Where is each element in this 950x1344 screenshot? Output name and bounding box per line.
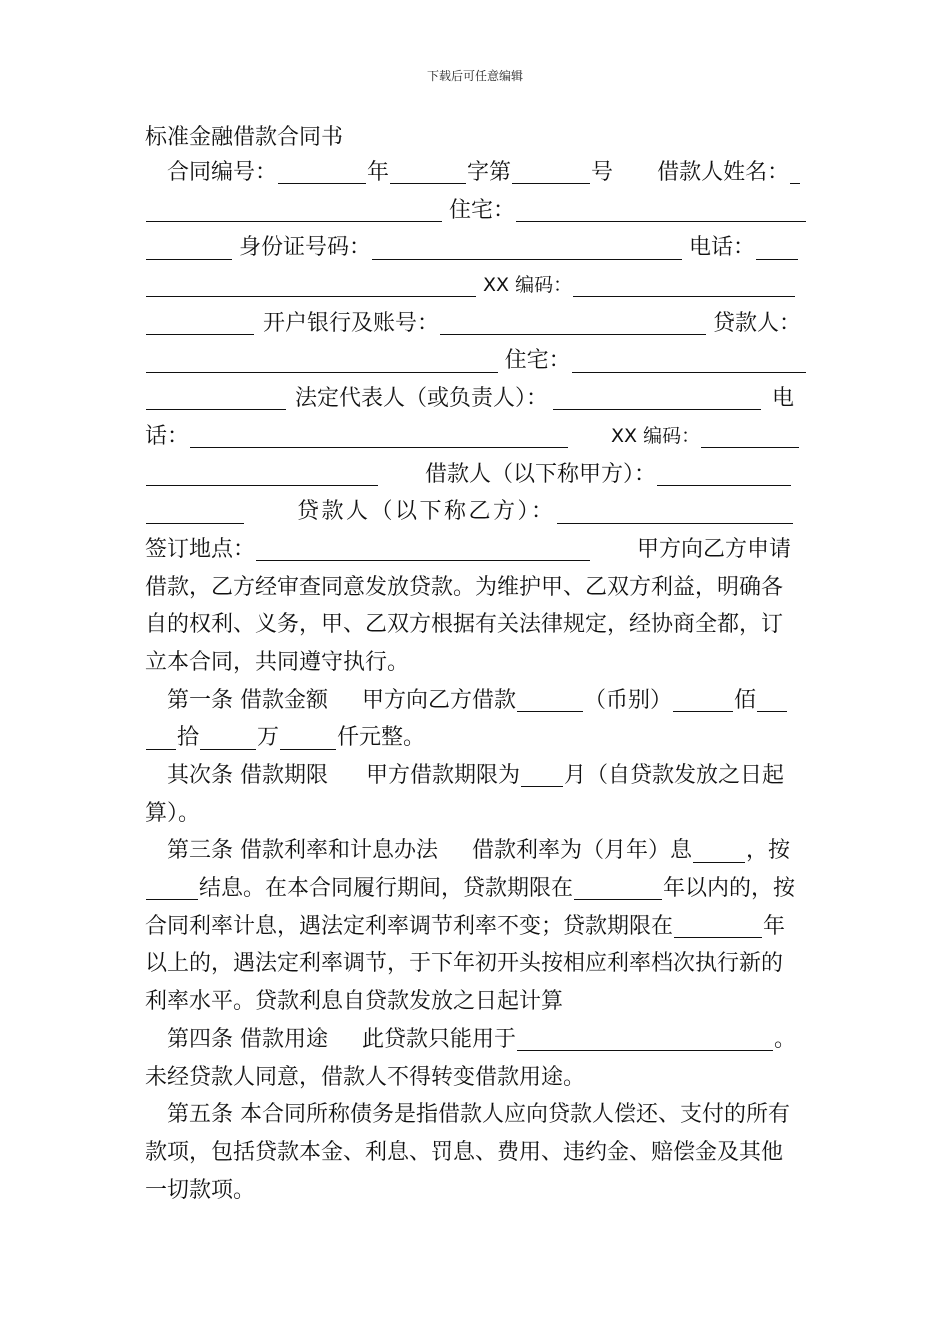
blank-rate[interactable] [693, 840, 745, 863]
article1-text-5: 万 [257, 725, 280, 751]
blank-phone2[interactable] [190, 425, 568, 448]
blank-tens[interactable] [200, 727, 256, 750]
line-article5-b [145, 1134, 807, 1172]
blank-postcode[interactable] [573, 274, 795, 297]
article5-text-3: 一切款项。 [145, 1177, 256, 1203]
line-article2-b [145, 795, 807, 833]
article5-text-1: 第五条 本合同所称债务是指借款人应向贷款人偿还、支付的所有 [167, 1102, 790, 1128]
line-intro-b [145, 569, 807, 607]
article2-heading: 其次条 借款期限 [167, 763, 328, 788]
document-title: 标准金融借款合同书 [145, 125, 344, 150]
blank-year[interactable] [390, 161, 466, 184]
blank-term[interactable] [521, 764, 563, 787]
text-intro-b: 借款，乙方经审查同意发放贷款。为维护甲、乙双方利益，明确各 [145, 574, 784, 600]
line-bank [145, 305, 807, 343]
line-article3-a [145, 832, 807, 870]
line-article1-a [145, 682, 807, 720]
blank-contract-no[interactable] [278, 161, 366, 184]
blank-bank-account[interactable] [440, 312, 706, 335]
line-article5-a [145, 1096, 807, 1134]
line-article3-d [145, 945, 807, 983]
blank-residence[interactable] [516, 199, 806, 222]
label-legal-rep: 法定代表人（或负责人）： [295, 386, 549, 412]
label-postcode: XX 编码： [483, 274, 573, 297]
article3-text-6: 年 [763, 913, 786, 939]
line-article4-a [145, 1021, 807, 1059]
line-article1-b [145, 719, 807, 757]
blank-ten-thousands[interactable] [280, 727, 336, 750]
label-residence: 住宅： [449, 197, 516, 223]
blank-borrower-name-b[interactable] [146, 199, 442, 222]
article3-text-2: ，按 [746, 838, 791, 864]
blank-postcode2-b[interactable] [146, 463, 378, 486]
line-legal-rep [145, 380, 807, 418]
line-article3-c [145, 908, 807, 946]
label-contract-no: 合同编号： [167, 160, 278, 185]
blank-phone-a[interactable] [756, 237, 798, 260]
line-postcode [145, 267, 807, 305]
contract-body [145, 154, 807, 1209]
article4-text-1: 此贷款只能用于 [362, 1026, 517, 1052]
text-intro-d: 立本合同，共同遵守执行。 [145, 649, 410, 675]
article2-text-3: 算）。 [145, 800, 201, 826]
blank-residence2-b[interactable] [146, 387, 286, 410]
label-sign-place: 签订地点： [145, 536, 256, 562]
label-party-b: 贷款人（以下称乙方）： [297, 499, 556, 525]
article1-text-3: 佰 [734, 687, 757, 713]
blank-amount[interactable] [517, 689, 583, 712]
blank-zi-di[interactable] [512, 161, 590, 184]
label-lender: 贷款人： [713, 310, 802, 336]
blank-postcode-b[interactable] [146, 312, 254, 335]
label-postcode2: XX 编码： [611, 424, 701, 447]
page-header-note: 下载后可任意编辑 [426, 69, 523, 83]
article3-text-1: 借款利率为（月年）息 [472, 838, 693, 864]
article3-heading: 第三条 借款利率和计息办法 [167, 838, 438, 864]
blank-sign-place[interactable] [256, 538, 590, 561]
blank-id-no[interactable] [372, 237, 682, 260]
blank-currency[interactable] [673, 689, 733, 712]
label-phone: 电话： [689, 235, 756, 261]
article5-text-2: 款项，包括贷款本金、利息、罚息、费用、违约金、赔偿金及其他 [145, 1139, 784, 1165]
line-party-a [145, 456, 807, 494]
line-article2-a [145, 757, 807, 795]
text-intro-a: 甲方向乙方申请 [637, 536, 792, 562]
blank-postcode2[interactable] [701, 425, 799, 448]
blank-settlement[interactable] [146, 877, 198, 900]
blank-residence-b[interactable] [146, 237, 232, 260]
blank-hundreds-a[interactable] [757, 689, 787, 712]
label-year: 年 [367, 160, 390, 185]
line-intro-d [145, 644, 807, 682]
line-article4-b [145, 1059, 807, 1097]
blank-years-a[interactable] [574, 877, 662, 900]
blank-purpose[interactable] [517, 1028, 773, 1051]
blank-hundreds-b[interactable] [146, 727, 176, 750]
blank-borrower-name-a[interactable] [790, 161, 800, 184]
article2-text-2: 月（自贷款发放之日起 [564, 763, 785, 788]
label-hao: 号 [591, 160, 614, 185]
line-article3-e [145, 983, 807, 1021]
line-sign-place [145, 531, 807, 569]
line-intro-c [145, 606, 807, 644]
article4-text-3: 未经贷款人同意，借款人不得转变借款用途。 [145, 1064, 586, 1090]
label-phone2-a: 电 [772, 386, 795, 412]
blank-party-a-b[interactable] [146, 501, 244, 524]
blank-years-b[interactable] [674, 915, 762, 938]
line-phone2 [145, 418, 807, 456]
line-party-b [145, 493, 807, 531]
line-contract-no [145, 154, 807, 192]
article3-text-5: 合同利率计息，遇法定利率调节利率不变；贷款期限在 [145, 913, 674, 939]
article1-text-6: 仟元整。 [337, 725, 426, 751]
label-id-no: 身份证号码： [239, 235, 372, 261]
line-id [145, 229, 807, 267]
article1-text-1: 甲方向乙方借款 [362, 687, 517, 713]
label-zi-di: 字第 [467, 160, 512, 185]
line-residence [145, 192, 807, 230]
article1-text-4: 拾 [177, 725, 200, 751]
article1-text-2: （币别） [584, 687, 673, 713]
blank-phone-b[interactable] [146, 274, 476, 297]
blank-lender[interactable] [146, 350, 498, 373]
blank-legal-rep[interactable] [553, 387, 761, 410]
text-intro-c: 自的权利、义务，甲、乙双方根据有关法律规定，经协商全都，订 [145, 612, 784, 638]
article1-heading: 第一条 借款金额 [167, 687, 328, 713]
article4-text-2: 。 [774, 1026, 797, 1052]
article3-text-3: 结息。在本合同履行期间，贷款期限在 [199, 876, 574, 902]
article3-text-8: 利率水平。贷款利息自贷款发放之日起计算 [145, 989, 564, 1015]
label-bank-account: 开户银行及账号： [263, 310, 440, 336]
blank-party-a[interactable] [657, 463, 791, 486]
article3-text-7: 以上的，遇法定利率调节，于下年初开头按相应利率档次执行新的 [145, 951, 784, 977]
article4-heading: 第四条 借款用途 [167, 1026, 328, 1052]
label-party-a: 借款人（以下称甲方）： [425, 461, 657, 487]
label-borrower-name: 借款人姓名： [657, 160, 790, 185]
article2-text-1: 甲方借款期限为 [366, 763, 521, 788]
blank-residence2[interactable] [572, 350, 806, 373]
label-residence2: 住宅： [504, 348, 571, 374]
label-phone2-b: 话： [145, 423, 190, 449]
article3-text-4: 年以内的，按 [663, 876, 796, 902]
blank-party-b[interactable] [557, 501, 793, 524]
line-residence2 [145, 342, 807, 380]
line-article3-b [145, 870, 807, 908]
line-article5-c [145, 1172, 807, 1210]
